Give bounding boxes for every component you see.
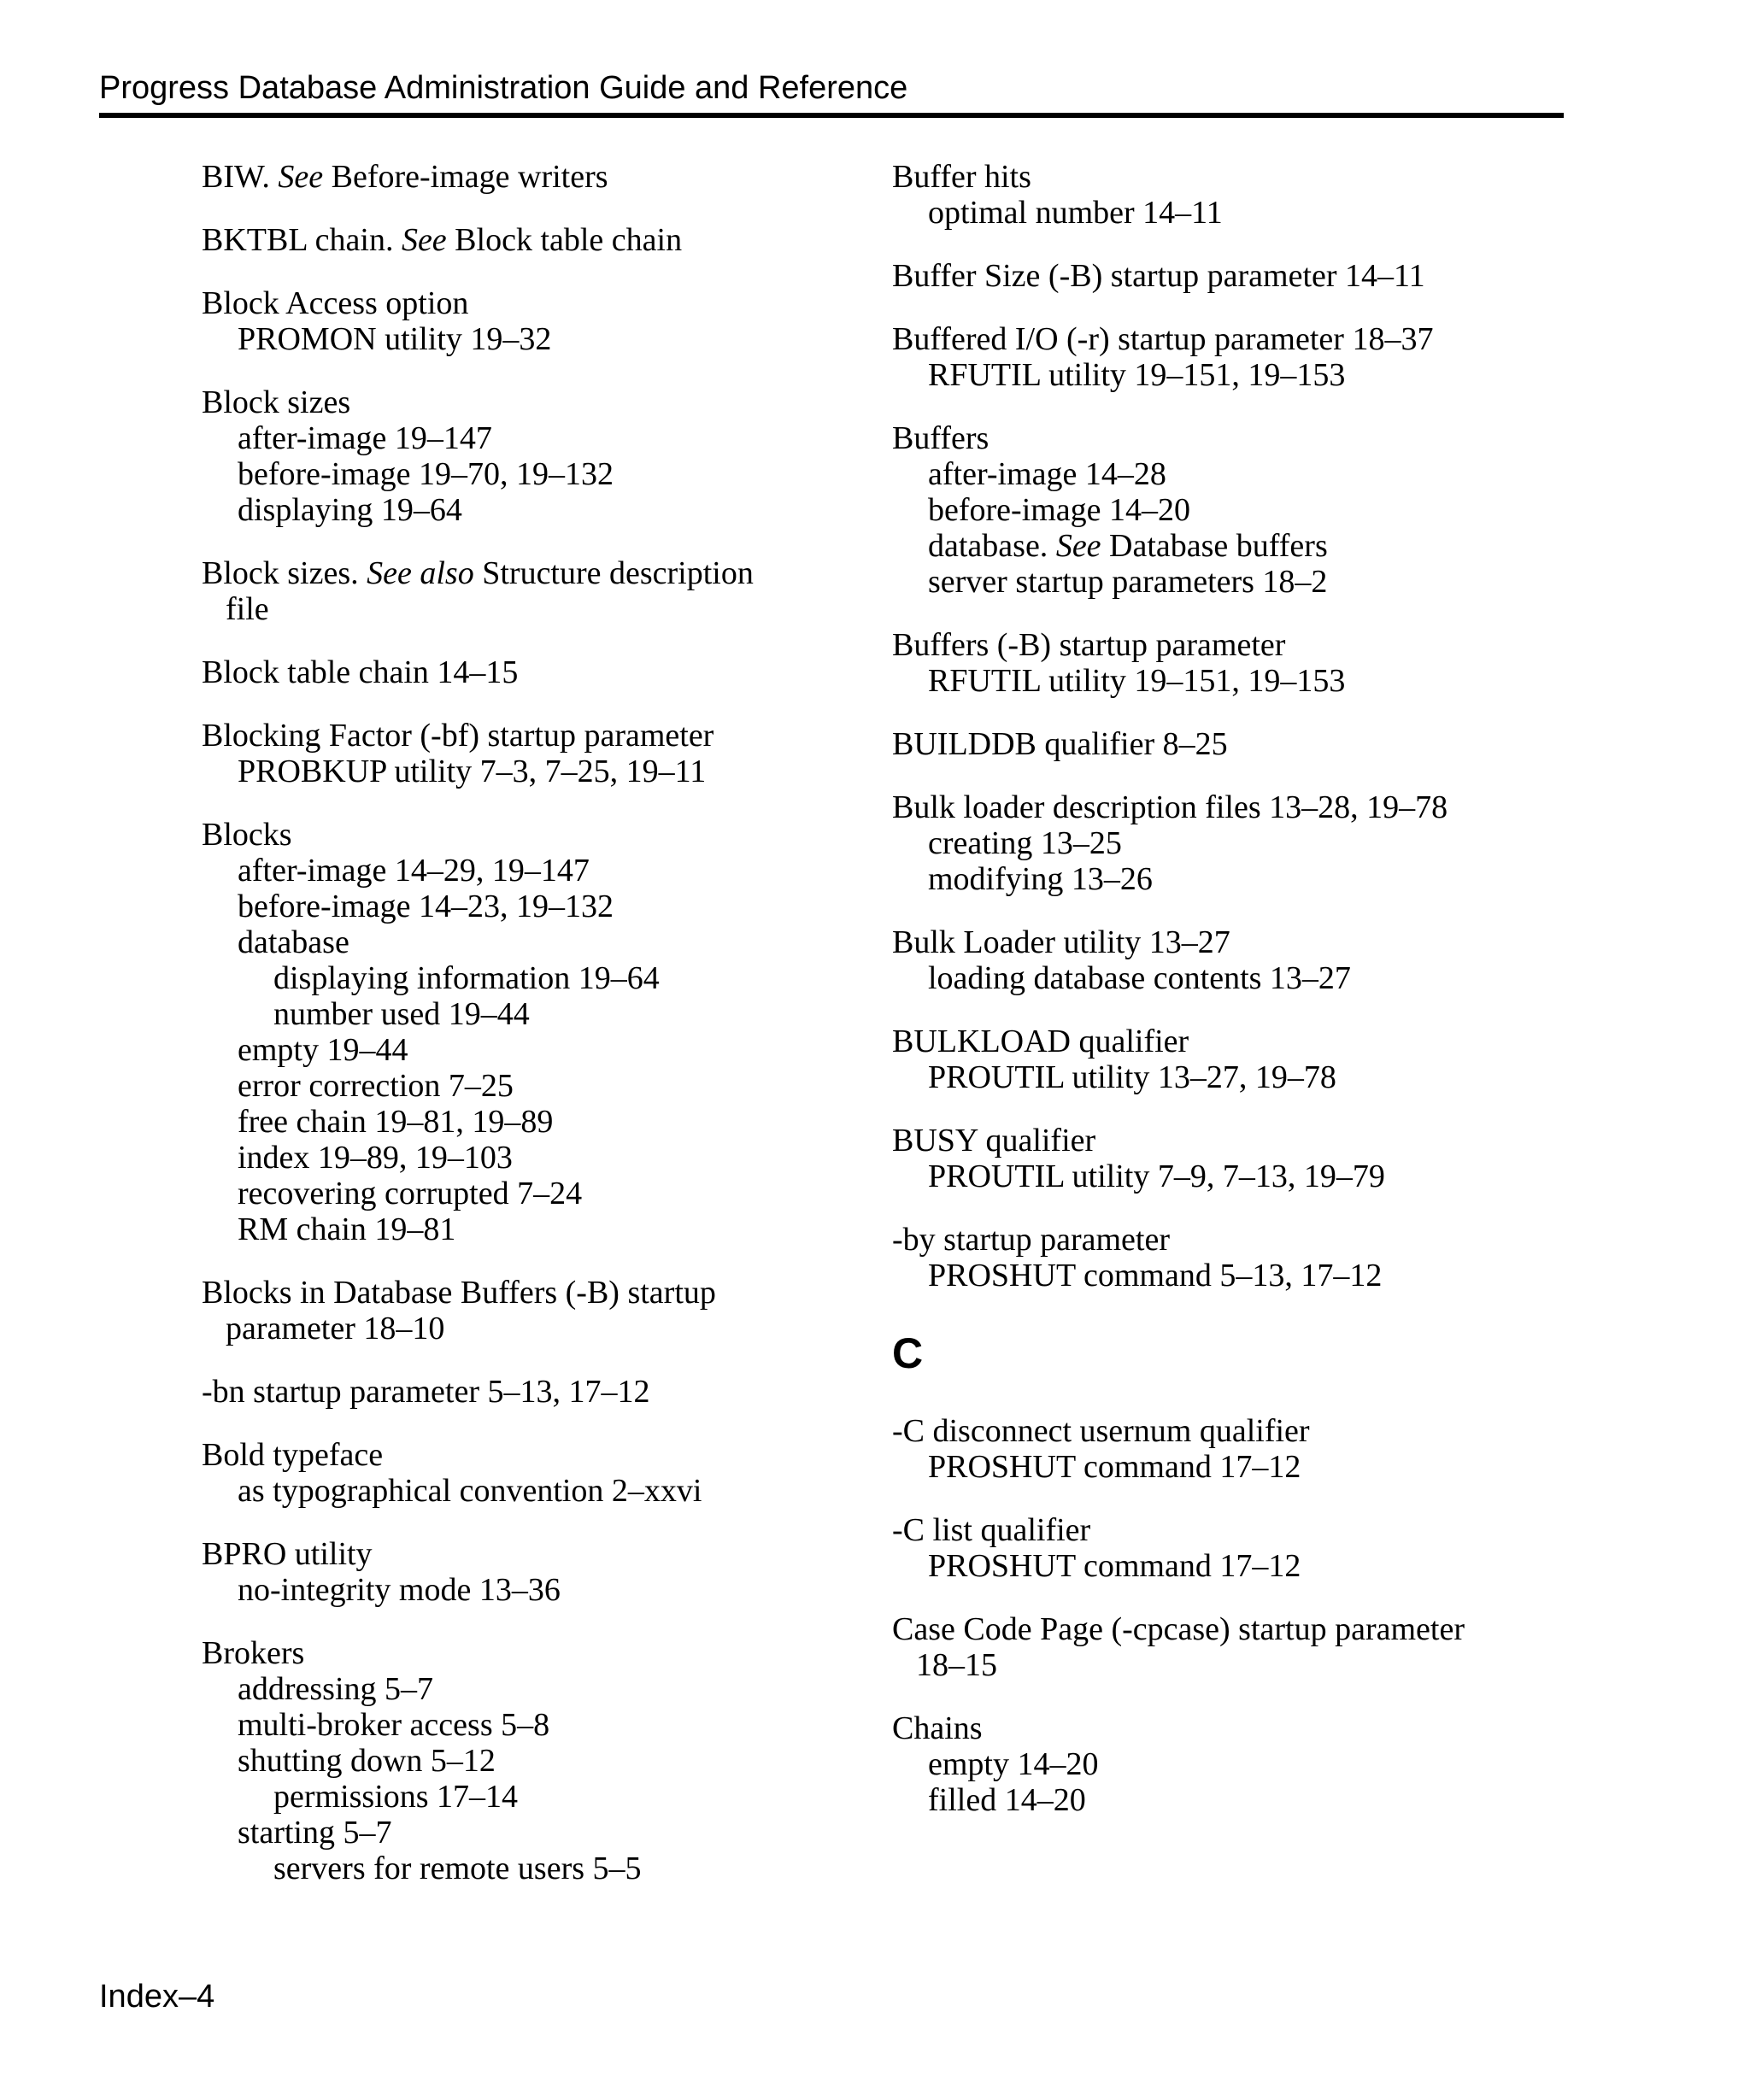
- index-text: -bn startup parameter 5–13, 17–12: [202, 1374, 650, 1410]
- index-text: after-image 19–147: [238, 420, 492, 456]
- index-text: starting 5–7: [238, 1815, 392, 1851]
- index-column-right: [892, 159, 1559, 1845]
- index-entry: [202, 384, 851, 528]
- see-reference: See: [278, 159, 324, 195]
- index-text: Chains: [892, 1710, 983, 1746]
- index-text: Bulk Loader utility 13–27: [892, 924, 1230, 960]
- index-term: [202, 1635, 851, 1671]
- index-entry: [202, 159, 851, 195]
- index-column-left: [202, 159, 851, 1914]
- index-term-continuation: [202, 591, 851, 627]
- index-term: [892, 1710, 1559, 1746]
- index-subterm: [892, 1258, 1559, 1293]
- index-text: free chain 19–81, 19–89: [238, 1104, 554, 1140]
- page-header: [99, 67, 1564, 118]
- index-subterm: [202, 889, 851, 924]
- index-subterm: [202, 1104, 851, 1140]
- index-entry: [892, 1512, 1559, 1584]
- index-subterm: [202, 754, 851, 789]
- index-text: RFUTIL utility 19–151, 19–153: [928, 663, 1346, 699]
- index-term: [202, 555, 851, 591]
- index-text: PROBKUP utility 7–3, 7–25, 19–11: [238, 754, 707, 789]
- index-term: [892, 1413, 1559, 1449]
- index-term: [202, 654, 851, 690]
- index-subterm: [202, 996, 851, 1032]
- index-subterm: [202, 1671, 851, 1707]
- index-term: [202, 817, 851, 853]
- index-text: before-image 14–20: [928, 492, 1191, 528]
- index-entry: [892, 726, 1559, 762]
- index-term: [892, 159, 1559, 195]
- index-text: parameter 18–10: [226, 1311, 445, 1346]
- index-subterm: [892, 564, 1559, 600]
- index-subterm: [202, 420, 851, 456]
- index-text: before-image 19–70, 19–132: [238, 456, 614, 492]
- index-text: server startup parameters 18–2: [928, 564, 1328, 600]
- index-text: PROSHUT command 17–12: [928, 1548, 1301, 1584]
- index-term-continuation: [892, 1647, 1559, 1683]
- index-subterm: [202, 1707, 851, 1743]
- index-term: [892, 924, 1559, 960]
- index-subterm: [202, 853, 851, 889]
- index-text: Brokers: [202, 1635, 305, 1671]
- index-term: [202, 1437, 851, 1473]
- index-subterm: [892, 1746, 1559, 1782]
- index-text: Bold typeface: [202, 1437, 384, 1473]
- index-text: file: [226, 591, 269, 627]
- index-subterm: [202, 321, 851, 357]
- index-subterm: [892, 1159, 1559, 1194]
- index-entry: [892, 1123, 1559, 1194]
- index-subterm: [892, 1059, 1559, 1095]
- index-term: [892, 1123, 1559, 1159]
- index-text: 18–15: [916, 1647, 997, 1683]
- index-text: creating 13–25: [928, 825, 1122, 861]
- index-subterm: [202, 1572, 851, 1608]
- index-text: Block Access option: [202, 285, 469, 321]
- header-title: Progress Database Administration Guide and Reference: [99, 70, 908, 106]
- index-entry: [892, 1611, 1559, 1683]
- index-text: Block sizes: [202, 384, 351, 420]
- index-subterm: [202, 1176, 851, 1211]
- index-entry: [202, 1275, 851, 1346]
- index-text: Structure description: [473, 555, 754, 591]
- index-term: [892, 1512, 1559, 1548]
- index-term: [892, 726, 1559, 762]
- index-text: after-image 14–28: [928, 456, 1166, 492]
- index-text: PROSHUT command 17–12: [928, 1449, 1301, 1485]
- index-text: as typographical convention 2–xxvi: [238, 1473, 702, 1509]
- index-entry: [892, 1024, 1559, 1095]
- index-term: [202, 1536, 851, 1572]
- index-entry: [202, 1536, 851, 1608]
- index-entry: [892, 258, 1559, 294]
- see-reference: See also: [367, 555, 474, 591]
- index-subterm: [892, 195, 1559, 231]
- index-text: Blocks in Database Buffers (-B) startup: [202, 1275, 716, 1311]
- index-term: [202, 718, 851, 754]
- index-text: PROSHUT command 5–13, 17–12: [928, 1258, 1383, 1293]
- index-subterm: [202, 1140, 851, 1176]
- index-text: Database buffers: [1101, 528, 1328, 564]
- index-text: index 19–89, 19–103: [238, 1140, 513, 1176]
- page-footer: [99, 1977, 214, 2016]
- index-subterm: [892, 1449, 1559, 1485]
- index-text: recovering corrupted 7–24: [238, 1176, 583, 1211]
- index-term: [892, 321, 1559, 357]
- index-subterm: [892, 825, 1559, 861]
- index-entry: [202, 718, 851, 789]
- index-text: database.: [928, 528, 1056, 564]
- index-subterm: [202, 960, 851, 996]
- index-subterm: [202, 1815, 851, 1851]
- index-text: Case Code Page (-cpcase) startup parameter: [892, 1611, 1465, 1647]
- page-number: Index–4: [99, 1979, 215, 2015]
- index-subterm: [892, 357, 1559, 393]
- index-text: empty 19–44: [238, 1032, 408, 1068]
- index-text: Block table chain: [446, 222, 683, 258]
- index-text: loading database contents 13–27: [928, 960, 1351, 996]
- index-term: [892, 258, 1559, 294]
- index-text: Buffers: [892, 420, 990, 456]
- index-text: permissions 17–14: [273, 1779, 519, 1815]
- index-subterm: [202, 1851, 851, 1886]
- index-subterm: [202, 1779, 851, 1815]
- index-subterm: [892, 528, 1559, 564]
- index-subterm: [202, 1032, 851, 1068]
- index-term: [202, 159, 851, 195]
- index-text: Bulk loader description files 13–28, 19–78: [892, 789, 1448, 825]
- index-term-continuation: [202, 1311, 851, 1346]
- index-entry: [202, 555, 851, 627]
- index-term: [892, 789, 1559, 825]
- index-subterm: [892, 456, 1559, 492]
- index-term: [892, 1611, 1559, 1647]
- index-text: RM chain 19–81: [238, 1211, 456, 1247]
- index-entry: [892, 159, 1559, 231]
- index-text: RFUTIL utility 19–151, 19–153: [928, 357, 1346, 393]
- section-letter: C: [892, 1329, 924, 1377]
- index-text: BUILDDB qualifier 8–25: [892, 726, 1228, 762]
- index-text: PROUTIL utility 7–9, 7–13, 19–79: [928, 1159, 1385, 1194]
- index-text: BKTBL chain.: [202, 222, 402, 258]
- index-subterm: [202, 1068, 851, 1104]
- index-text: after-image 14–29, 19–147: [238, 853, 590, 889]
- index-text: database: [238, 924, 349, 960]
- index-text: filled 14–20: [928, 1782, 1086, 1818]
- index-text: Buffers (-B) startup parameter: [892, 627, 1286, 663]
- index-entry: [202, 1437, 851, 1509]
- index-term: [892, 1024, 1559, 1059]
- index-entry: [892, 627, 1559, 699]
- index-text: addressing 5–7: [238, 1671, 434, 1707]
- index-entry: [202, 1374, 851, 1410]
- index-text: Blocks: [202, 817, 292, 853]
- index-entry: [892, 1413, 1559, 1485]
- index-entry: [202, 285, 851, 357]
- index-subterm: [202, 924, 851, 960]
- index-term: [202, 384, 851, 420]
- index-text: displaying 19–64: [238, 492, 462, 528]
- see-reference: See: [1055, 528, 1101, 564]
- index-text: Buffered I/O (-r) startup parameter 18–37: [892, 321, 1434, 357]
- index-text: servers for remote users 5–5: [273, 1851, 642, 1886]
- index-text: no-integrity mode 13–36: [238, 1572, 561, 1608]
- index-subterm: [202, 492, 851, 528]
- index-term: [202, 222, 851, 258]
- index-entry: [892, 321, 1559, 393]
- index-subterm: [892, 1782, 1559, 1818]
- index-subterm: [892, 1548, 1559, 1584]
- index-text: PROUTIL utility 13–27, 19–78: [928, 1059, 1336, 1095]
- index-text: empty 14–20: [928, 1746, 1099, 1782]
- index-text: PROMON utility 19–32: [238, 321, 552, 357]
- index-text: Buffer Size (-B) startup parameter 14–11: [892, 258, 1425, 294]
- index-term: [892, 420, 1559, 456]
- index-entry: [202, 1635, 851, 1886]
- index-subterm: [892, 861, 1559, 897]
- index-text: error correction 7–25: [238, 1068, 514, 1104]
- index-subterm: [202, 1211, 851, 1247]
- index-term: [202, 1275, 851, 1311]
- index-entry: [892, 924, 1559, 996]
- index-text: -C list qualifier: [892, 1512, 1091, 1548]
- index-text: shutting down 5–12: [238, 1743, 496, 1779]
- index-text: BIW.: [202, 159, 279, 195]
- index-entry: [892, 1710, 1559, 1818]
- index-term: [892, 627, 1559, 663]
- index-entry: [202, 654, 851, 690]
- index-subterm: [892, 960, 1559, 996]
- index-term: [892, 1222, 1559, 1258]
- index-term: [202, 285, 851, 321]
- index-entry: [892, 1222, 1559, 1293]
- index-text: multi-broker access 5–8: [238, 1707, 550, 1743]
- index-text: -by startup parameter: [892, 1222, 1170, 1258]
- index-text: before-image 14–23, 19–132: [238, 889, 614, 924]
- index-text: Before-image writers: [323, 159, 608, 195]
- index-subterm: [202, 1473, 851, 1509]
- index-subterm: [202, 456, 851, 492]
- index-entry: [202, 222, 851, 258]
- index-text: -C disconnect usernum qualifier: [892, 1413, 1310, 1449]
- index-text: modifying 13–26: [928, 861, 1153, 897]
- index-text: Block table chain 14–15: [202, 654, 519, 690]
- index-text: number used 19–44: [273, 996, 530, 1032]
- index-text: BULKLOAD qualifier: [892, 1024, 1189, 1059]
- index-text: BPRO utility: [202, 1536, 373, 1572]
- index-subterm: [892, 492, 1559, 528]
- index-entry: [892, 420, 1559, 600]
- index-subterm: [892, 663, 1559, 699]
- index-text: optimal number 14–11: [928, 195, 1223, 231]
- index-entry: [202, 817, 851, 1247]
- index-text: Buffer hits: [892, 159, 1031, 195]
- index-text: BUSY qualifier: [892, 1123, 1096, 1159]
- index-entry: [892, 789, 1559, 897]
- index-text: displaying information 19–64: [273, 960, 660, 996]
- index-text: Blocking Factor (-bf) startup parameter: [202, 718, 714, 754]
- index-subterm: [202, 1743, 851, 1779]
- index-term: [202, 1374, 851, 1410]
- see-reference: See: [401, 222, 447, 258]
- index-text: Block sizes.: [202, 555, 367, 591]
